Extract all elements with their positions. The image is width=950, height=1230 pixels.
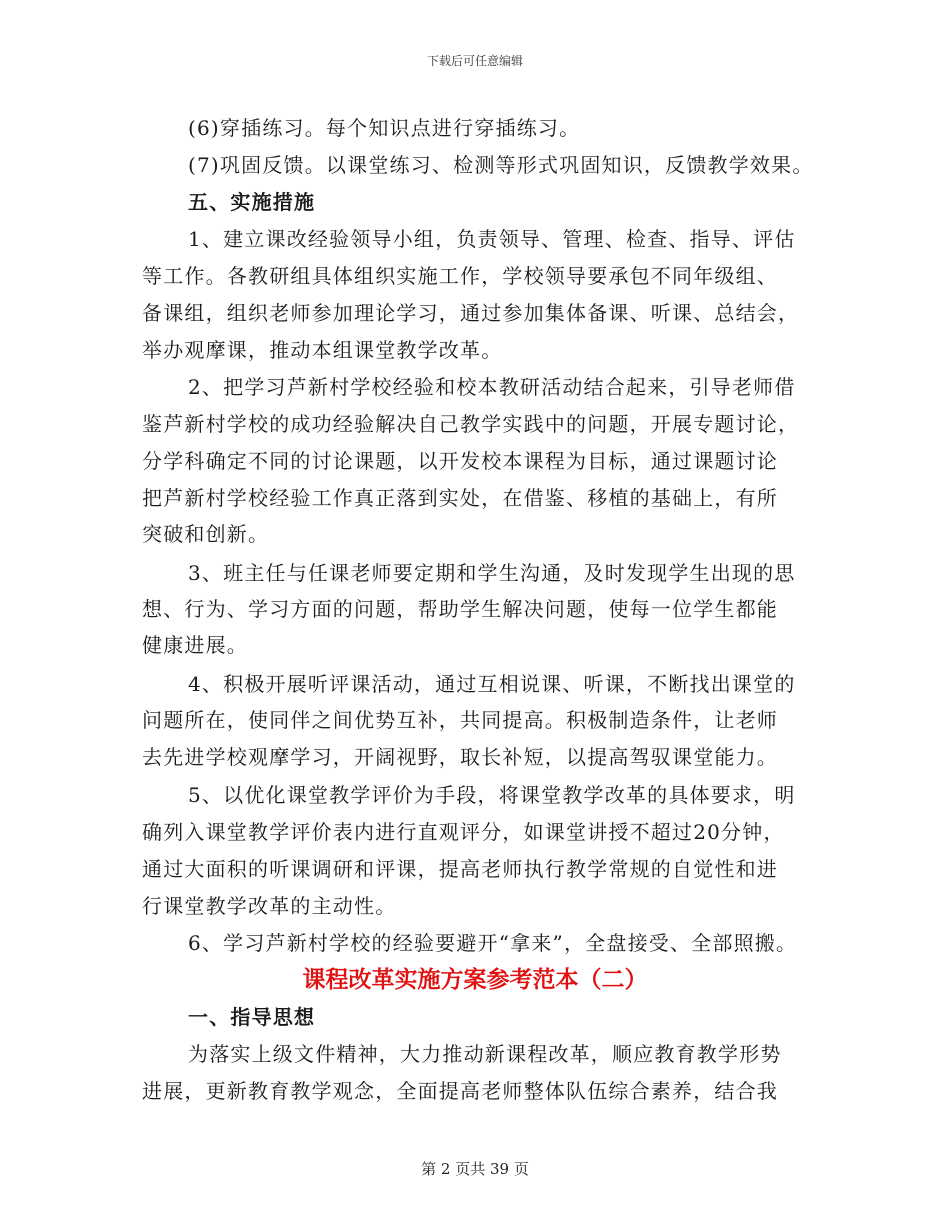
body-line: 等工作。各教研组具体组织实施工作，学校领导要承包不同年级组、 xyxy=(142,264,778,288)
body-line: 行课堂教学改革的主动性。 xyxy=(142,894,397,918)
body-line: 为落实上级文件精神，大力推动新课程改革，顺应教育教学形势 xyxy=(188,1042,782,1066)
body-line: 举办观摩课，推动本组课堂教学改革。 xyxy=(142,338,503,362)
body-line: (6)穿插练习。每个知识点进行穿插练习。 xyxy=(188,116,581,140)
body-line: 去先进学校观摩学习，开阔视野，取长补短，以提高驾驭课堂能力。 xyxy=(142,745,778,769)
document-title: 课程改革实施方案参考范本（二） xyxy=(302,966,648,993)
body-line: 2、把学习芦新村学校经验和校本教研活动结合起来，引导老师借 xyxy=(188,375,796,399)
body-line: 健康进展。 xyxy=(142,633,248,657)
section-heading: 一、指导思想 xyxy=(188,1005,316,1029)
page-header: 下载后可任意编辑 xyxy=(426,54,523,68)
body-line: 4、积极开展听评课活动，通过互相说课、听课，不断找出课堂的 xyxy=(188,672,796,696)
body-line: 鉴芦新村学校的成功经验解决自己教学实践中的问题，开展专题讨论， xyxy=(142,412,800,436)
body-line: 3、班主任与任课老师要定期和学生沟通，及时发现学生出现的思 xyxy=(188,561,796,585)
body-line: 通过大面积的听课调研和评课，提高老师执行教学常规的自觉性和进 xyxy=(142,857,778,881)
body-line: 把芦新村学校经验工作真正落到实处，在借鉴、移植的基础上，有所 xyxy=(142,486,778,510)
body-line: 备课组，组织老师参加理论学习，通过参加集体备课、听课、总结会， xyxy=(142,301,800,325)
section-heading: 五、实施措施 xyxy=(188,190,316,214)
body-line: 5、以优化课堂教学评价为手段，将课堂教学改革的具体要求，明 xyxy=(188,783,796,807)
body-line: 进展，更新教育教学观念，全面提高老师整体队伍综合素养，结合我 xyxy=(142,1079,778,1103)
body-line: 突破和创新。 xyxy=(142,522,270,546)
body-line: 分学科确定不同的讨论课题，以开发校本课程为目标，通过课题讨论 xyxy=(142,449,778,473)
body-line: (7)巩固反馈。以课堂练习、检测等形式巩固知识，反馈教学效果。 xyxy=(188,153,814,177)
body-line: 确列入课堂教学评价表内进行直观评分，如课堂讲授不超过20分钟， xyxy=(142,820,785,844)
page-footer: 第 2 页共 39 页 xyxy=(421,1160,529,1178)
body-line: 想、行为、学习方面的问题，帮助学生解决问题，使每一位学生都能 xyxy=(142,597,778,621)
body-line: 1、建立课改经验领导小组，负责领导、管理、检查、指导、评估 xyxy=(188,227,796,251)
body-line: 6、学习芦新村学校的经验要避开“拿来”，全盘接受、全部照搬。 xyxy=(188,931,798,955)
body-line: 问题所在，使同伴之间优势互补，共同提高。积极制造条件，让老师 xyxy=(142,708,778,732)
